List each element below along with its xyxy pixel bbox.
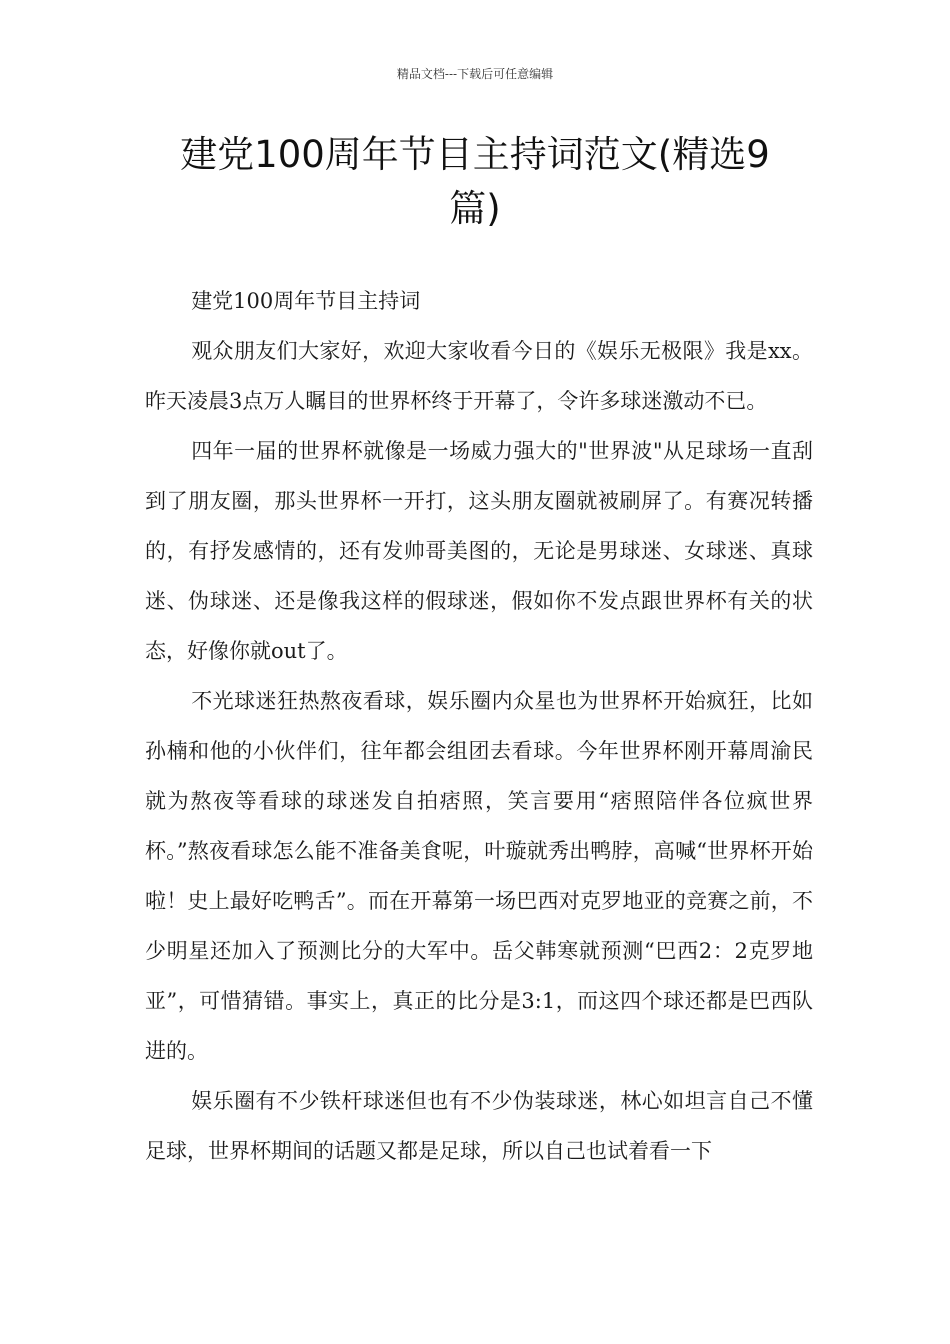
paragraph-2: 四年一届的世界杯就像是一场威力强大的"世界波"从足球场一直刮到了朋友圈，那头世界杯一开打，这头朋友圈就被刷屏了。有赛况转播的，有抒发感情的，还有发帅哥美图的，无论是男球迷、女球迷、真球迷、伪球迷、还是像我这样的假球迷，假如你不发点跟世界杯有关的状态，好像你就out了。 [145,439,813,663]
paragraph-4: 娱乐圈有不少铁杆球迷但也有不少伪装球迷，林心如坦言自己不懂足球，世界杯期间的话题又都是足球，所以自己也试着看一下 [145,1089,813,1163]
header-note: 精品文档---下载后可任意编辑 [396,67,554,81]
title-line-2: 篇) [449,187,501,230]
title-line-1: 建党100周年节目主持词范文(精选9 [180,133,770,176]
section-subheading: 建党100周年节目主持词 [191,289,421,313]
paragraph-1: 观众朋友们大家好，欢迎大家收看今日的《娱乐无极限》我是xx。昨天凌晨3点万人瞩目的世界杯终于开幕了，令许多球迷激动不已。 [145,339,813,413]
document-body [145,276,813,1176]
paragraph-3: 不光球迷狂热熬夜看球，娱乐圈内众星也为世界杯开始疯狂，比如孙楠和他的小伙伴们，往年都会组团去看球。今年世界杯刚开幕周渝民就为熬夜等看球的球迷发自拍痞照，笑言要用“痞照陪伴各位疯世界杯。”熬夜看球怎么能不准备美食呢，叶璇就秀出鸭脖，高喊“世界杯开始啦！史上最好吃鸭舌”。而在开幕第一场巴西对克罗地亚的竞赛之前，不少明星还加入了预测比分的大军中。岳父韩寒就预测“巴西2：2克罗地亚”，可惜猜错。事实上，真正的比分是3:1，而这四个球还都是巴西队进的。 [145,689,813,1063]
document-title [140,128,810,236]
